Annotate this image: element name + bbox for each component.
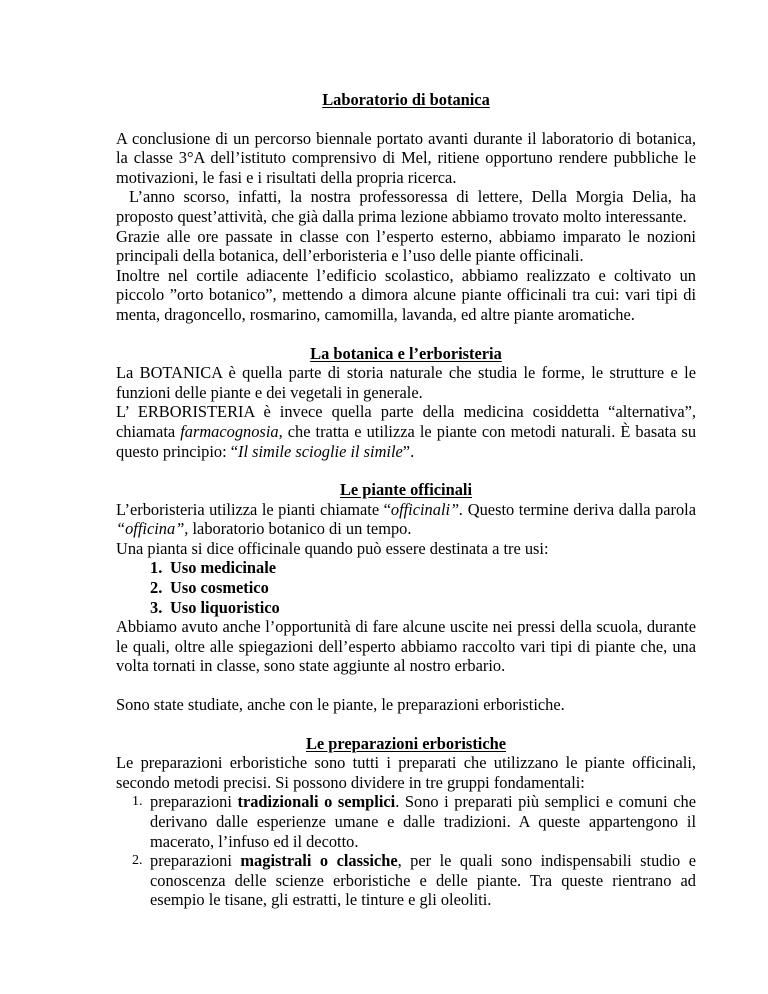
list-item (116, 851, 696, 910)
officinali-text-b: Questo termine deriva dalla parola (463, 499, 696, 519)
list-number: 2. (132, 853, 143, 869)
officinali-text-a: L’erboristeria utilizza le pianti chiamate “ (116, 499, 391, 519)
erboristeria-text-b: che tratta e utilizza le piante con metodi naturali. È basata su questo principio: “ (116, 421, 697, 461)
list-item-label: Uso cosmetico (170, 578, 269, 598)
list-number: 3. (150, 597, 163, 617)
intro-paragraph-4: Inoltre nel cortile adiacente l’edificio scolastico, abbiamo realizzato e coltivato un piccolo ”orto botanico”, mettendo a dimora alcune piante officinali tra cui: vari tipi di menta, dragoncello, rosmarino, camomilla, lavanda, ed altre piante aromatiche. (116, 265, 696, 324)
uses-intro: Una pianta si dice officinale quando può essere destinata a tre usi: (116, 538, 549, 558)
officinali-paragraph (116, 500, 696, 539)
officinali-text-c: laboratorio botanico di un tempo. (188, 519, 412, 539)
officinali-term: officinali”. (390, 499, 464, 519)
prep-text-bold: magistrali o classiche (240, 851, 398, 871)
list-item (150, 578, 696, 598)
officina-term: “officina”, (116, 519, 189, 539)
uscite-paragraph: Abbiamo avuto anche l’opportunità di fare alcune uscite nei pressi della scuola, durante le quali, oltre alle spiegazioni dell’esperto abbiamo raccolto vari tipi di piante che, una volta tornati in classe, sono state aggiunte al nostro erbario. (116, 617, 696, 676)
uses-list (116, 558, 696, 617)
document-body (116, 0, 696, 910)
preparazioni-list (116, 792, 696, 910)
prep-text-pre: preparazioni (150, 851, 241, 871)
list-number: 1. (132, 794, 143, 810)
intro-paragraph-2: L’anno scorso, infatti, la nostra professoressa di lettere, Della Morgia Delia, ha proposto quest’attività, che già dalla prima lezione abbiamo trovato molto interessante. (116, 187, 696, 226)
erboristeria-paragraph (116, 402, 696, 461)
list-number: 2. (150, 578, 163, 598)
list-number: 1. (150, 558, 163, 578)
farmacognosia-term: farmacognosia, (180, 421, 283, 441)
erboristeria-text-a: L’ ERBORISTERIA è invece quella parte della medicina cosiddetta “alternativa”, chiamata (116, 402, 696, 441)
section-heading-botanica: La botanica e l’erboristeria (310, 343, 502, 363)
prep-text-pre: preparazioni (150, 792, 238, 812)
intro-paragraph-3: Grazie alle ore passate in classe con l’esperto esterno, abbiamo imparato le nozioni principali della botanica, dell’erboristeria e l’uso delle piante officinali. (116, 226, 696, 266)
botanica-paragraph: La BOTANICA è quella parte di storia naturale che studia le forme, le strutture e le funzioni delle piante e dei vegetali in generale. (116, 363, 696, 402)
erboristeria-text-c: ”. (402, 441, 415, 461)
preparazioni-intro: Sono state studiate, anche con le piante, le preparazioni erboristiche. (116, 695, 565, 715)
prep-text-post: , per le quali sono indispensabili studio e conoscenza delle scienze erboristiche e delle piante. Tra queste rientrano ad esempio le tisane, gli estratti, le tinture e gli oleoliti. (150, 851, 696, 910)
list-item (150, 598, 696, 618)
preparazioni-paragraph: Le preparazioni erboristiche sono tutti i preparati che utilizzano le piante officinali, secondo metodi precisi. Si possono dividere in tre gruppi fondamentali: (116, 753, 696, 792)
section-heading-piante-officinali: Le piante officinali (339, 480, 473, 500)
prep-text-bold: tradizionali o semplici (237, 792, 396, 812)
list-item-label: Uso medicinale (170, 558, 277, 578)
prep-text-post: . Sono i preparati più semplici e comuni che derivano dalle esperienze umane e dalle tradizioni. A queste appartengono il macerato, l’infuso ed il decotto. (150, 792, 696, 851)
list-item (116, 792, 696, 851)
intro-paragraph-1: A conclusione di un percorso biennale portato avanti durante il laboratorio di botanica, la classe 3°A dell’istituto comprensivo di Mel, ritiene opportuno rendere pubbliche le motivazioni, le fasi e i risultati della propria ricerca. (116, 128, 696, 187)
document-title: Laboratorio di botanica (322, 90, 490, 109)
list-item-label: Uso liquoristico (170, 597, 280, 617)
principle-quote: Il simile scioglie il simile (238, 441, 403, 461)
section-heading-preparazioni: Le preparazioni erboristiche (306, 733, 506, 753)
list-item (150, 558, 696, 578)
